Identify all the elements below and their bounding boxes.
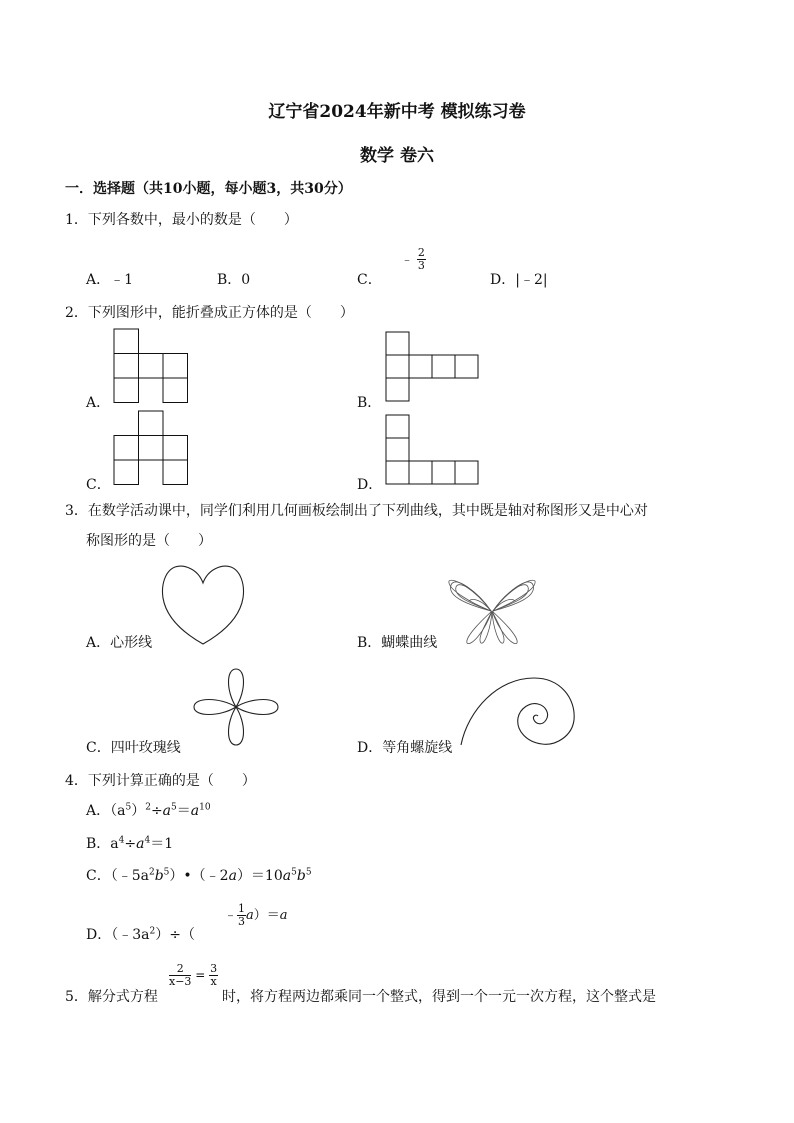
equals-sign: = bbox=[195, 968, 206, 982]
fraction-denominator: 3 bbox=[238, 915, 246, 928]
fraction-denominator: x−3 bbox=[169, 975, 192, 988]
question-1-stem: 1．下列各数中，最小的数是（ ） bbox=[65, 212, 298, 228]
q4-option-a-label: A．（a bbox=[86, 803, 126, 819]
q2-net-c bbox=[113, 410, 193, 486]
fraction-numerator: 3 bbox=[210, 962, 218, 975]
q2-net-b bbox=[385, 331, 481, 403]
question-4-stem: 4．下列计算正确的是（ ） bbox=[65, 773, 256, 789]
exp-5: 5 bbox=[291, 867, 297, 878]
exp-2: 2 bbox=[148, 867, 155, 878]
question-5-stem-prefix: 5．解分式方程 bbox=[65, 989, 158, 1005]
q1-option-b: B．0 bbox=[217, 272, 251, 288]
q3-option-c-label: C．四叶玫瑰线 bbox=[86, 740, 181, 756]
page-subtitle: 数学 卷六 bbox=[360, 146, 434, 166]
q1-option-c-label: C． bbox=[357, 272, 382, 288]
q1-option-c-fraction bbox=[417, 247, 426, 272]
q2-option-a-label: A． bbox=[86, 395, 111, 411]
fraction-numerator: 2 bbox=[417, 246, 425, 259]
fraction-numerator: 2 bbox=[169, 963, 191, 976]
question-3-stem-line-1: 3．在数学活动课中，同学们利用几何画板绘制出了下列曲线，其中既是轴对称图形又是中心对 bbox=[65, 503, 648, 519]
four-leaf-rose-curve bbox=[192, 667, 280, 747]
q2-option-d-label: D． bbox=[357, 477, 383, 493]
exp-5: 5 bbox=[305, 867, 312, 878]
exp-5: 5 bbox=[171, 802, 177, 813]
q4-option-c: C．$(﹣5a^2b^5)•(﹣2a)=10a^5b^5$ bbox=[86, 867, 312, 884]
q2-net-a bbox=[113, 328, 193, 404]
section-heading: 一．选择题（共10小题，每小题3，共30分） bbox=[65, 181, 352, 197]
q2-option-c-label: C． bbox=[86, 477, 111, 493]
exp-4: 4 bbox=[118, 835, 125, 846]
q1-option-d: D．|﹣2| bbox=[490, 272, 548, 288]
exp-5: 5 bbox=[163, 867, 170, 878]
q4-option-c-label: C．（﹣5a bbox=[86, 868, 149, 884]
q4-option-d-label: D．（﹣3a bbox=[86, 927, 150, 943]
q4-option-d-divisor: ﹣ $\frac{1}{3}$ a）＝a bbox=[224, 902, 288, 928]
q1-option-c-value bbox=[401, 247, 426, 272]
q1-option-c-sign: ﹣ bbox=[401, 252, 414, 266]
exp-2: 2 bbox=[145, 802, 151, 813]
fraction-numerator: 1 bbox=[238, 902, 246, 915]
q5-equation bbox=[169, 963, 218, 988]
butterfly-curve bbox=[447, 571, 537, 647]
q4-option-d: D．$(﹣3a^2)\div$（ bbox=[86, 926, 195, 943]
q3-option-b-label: B．蝴蝶曲线 bbox=[357, 635, 438, 651]
q2-net-d bbox=[385, 414, 481, 488]
q3-option-d-label: D．等角螺旋线 bbox=[357, 740, 453, 756]
q4-option-b-label: B．a bbox=[86, 836, 119, 852]
question-3-stem-line-2: 称图形的是（ ） bbox=[86, 533, 212, 549]
cardioid-heart-curve bbox=[160, 561, 246, 647]
q2-option-b-label: B． bbox=[357, 395, 382, 411]
q5-fraction-right bbox=[209, 963, 218, 988]
q4-option-b: B．$a^4\div a^4=1$ bbox=[86, 835, 174, 852]
exp-2: 2 bbox=[149, 926, 156, 937]
exp-4: 4 bbox=[144, 835, 151, 846]
q4-d-fraction bbox=[237, 903, 246, 928]
equiangular-spiral-curve bbox=[460, 672, 580, 752]
q5-fraction-left bbox=[169, 963, 191, 988]
exp-5: 5 bbox=[125, 802, 132, 813]
q4-option-a: A．$(a^5)^2\div a^5=a^{10}$ bbox=[86, 802, 211, 819]
question-2-stem: 2．下列图形中，能折叠成正方体的是（ ） bbox=[65, 305, 354, 321]
question-5-stem-suffix: 时，将方程两边都乘同一个整式，得到一个一元一次方程，这个整式是 bbox=[222, 989, 656, 1005]
q1-option-a: A．﹣1 bbox=[86, 272, 134, 288]
fraction-denominator: 3 bbox=[417, 259, 425, 272]
fraction-denominator: x bbox=[210, 975, 217, 988]
page-title: 辽宁省2024年新中考 模拟练习卷 bbox=[268, 102, 526, 122]
exp-10: 10 bbox=[199, 802, 211, 813]
q3-option-a-label: A．心形线 bbox=[86, 635, 153, 651]
